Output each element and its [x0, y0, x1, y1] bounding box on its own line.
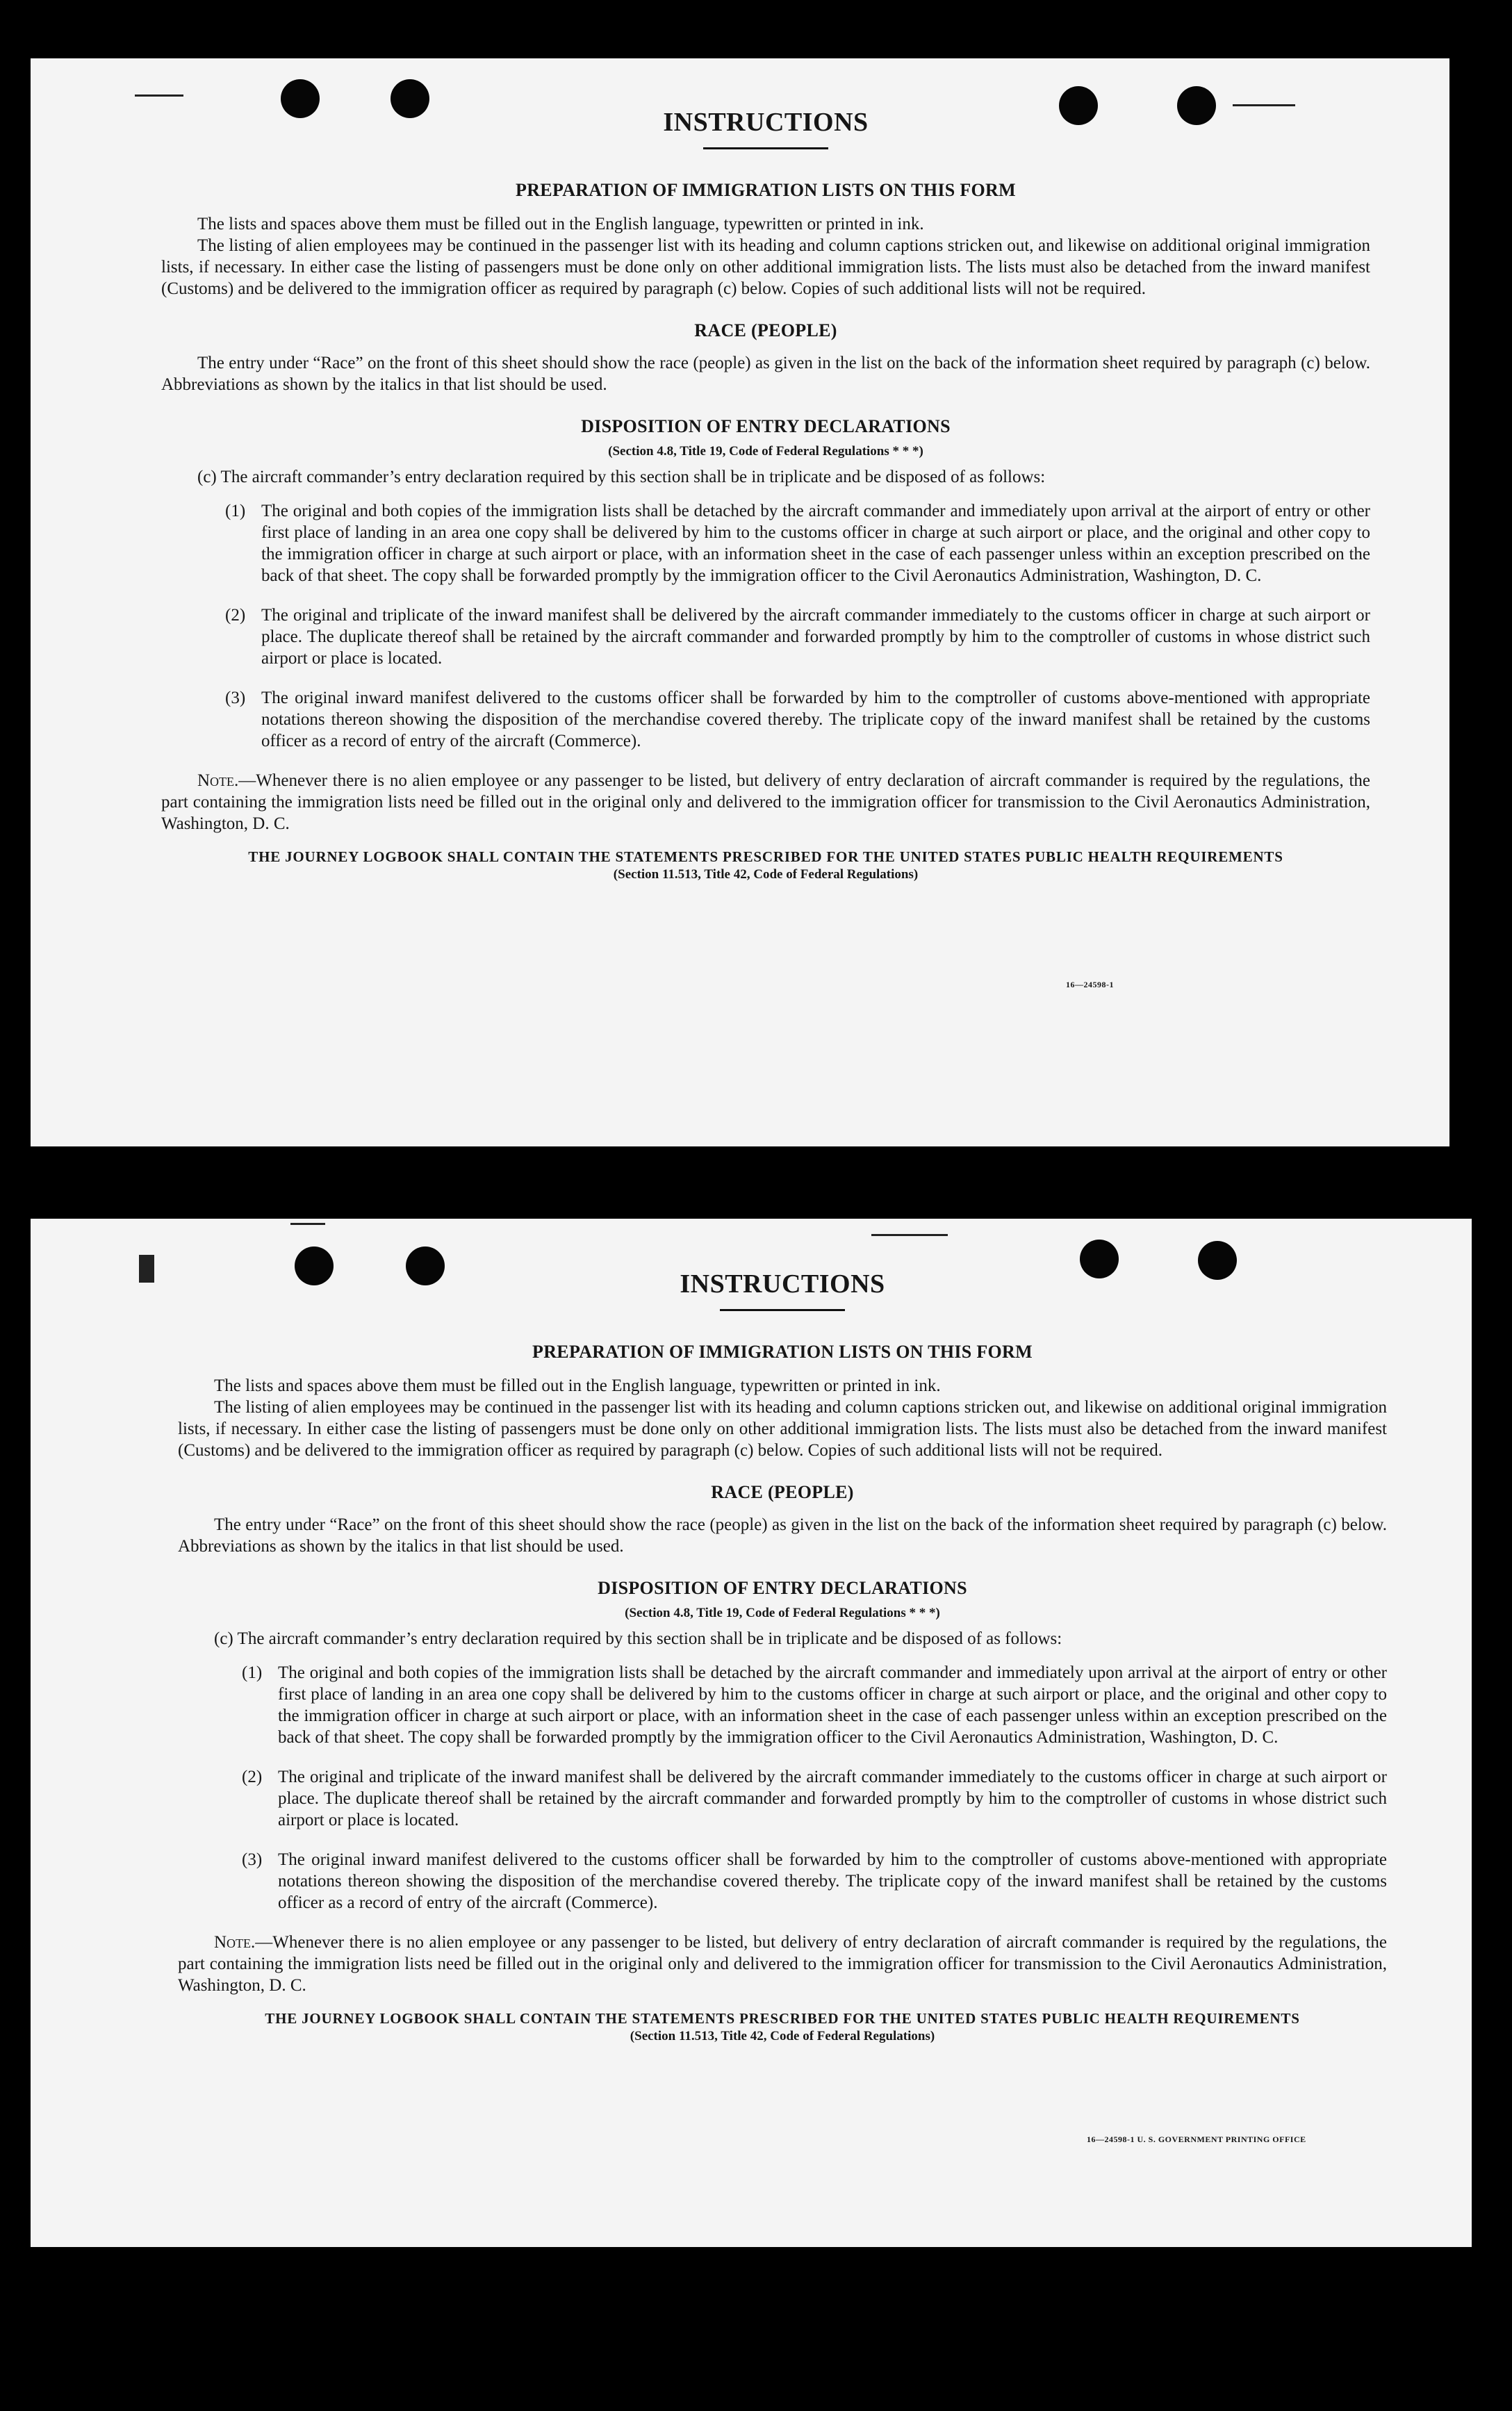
- sheet-body: [161, 107, 1370, 882]
- scan-mark: [135, 94, 183, 97]
- section-heading: RACE (PEOPLE): [694, 320, 837, 340]
- item-number: (3): [242, 1850, 263, 1869]
- paragraph: The lists and spaces above them must be filled out in the English language, typewritten or printed in ink.: [214, 1376, 941, 1395]
- list-item: [161, 687, 1370, 752]
- list-item: [178, 1662, 1387, 1748]
- item-text: The original and triplicate of the inward manifest shall be delivered by the aircraft commander immediately to the customs officer in charge at such airport or place. The duplicate thereof shall be retained by the aircraft commander and forwarded promptly by him to the comptroller of customs in whose district such airport or place is located.: [261, 606, 1370, 668]
- note-text: —Whenever there is no alien employee or any passenger to be listed, but delivery of entry declaration of aircraft commander is required by the regulations, the part containing the immigration lists need be filled out in the original only and delivered to the immigration officer for transmission to the Civil Aeronautics Administration, Washington, D. C.: [178, 1933, 1387, 1995]
- note: [178, 1932, 1387, 1996]
- item-text: The original and both copies of the immigration lists shall be detached by the aircraft commander and immediately upon arrival at the airport of entry or other first place of landing in an area one copy shall be delivered by him to the customs officer in charge at such airport or place, and the original and other copy to the immigration officer in charge at such airport or place, with an information sheet in the case of each passenger unless within an exception prescribed on the back of that sheet. The copy shall be forwarded promptly by the immigration officer to the Civil Aeronautics Administration, Washington, D. C.: [278, 1663, 1387, 1747]
- note-label: Note.: [197, 771, 239, 790]
- list-item: [161, 604, 1370, 669]
- paragraph: The entry under “Race” on the front of this sheet should show the race (people) as given in the list on the back of the information sheet required by paragraph (c) below. Abbreviations as shown by the italics in that list should be used.: [161, 354, 1370, 394]
- footer-statement: THE JOURNEY LOGBOOK SHALL CONTAIN THE STATEMENTS PRESCRIBED FOR THE UNITED STATES PUBLIC HEALTH REQUIREMENTS: [265, 2010, 1300, 2027]
- paragraph: The listing of alien employees may be continued in the passenger list with its heading and column captions stricken out, and likewise on additional original immigration lists, if necessary. In either case the listing of passengers must be done only on other additional immigration lists. The lists must also be detached from the inward manifest (Customs) and be delivered to the immigration officer as required by paragraph (c) below. Copies of such additional lists will not be required.: [178, 1398, 1387, 1460]
- scan-mark: [871, 1234, 948, 1236]
- item-text: The original and both copies of the immigration lists shall be detached by the aircraft commander and immediately upon arrival at the airport of entry or other first place of landing in an area one copy shall be delivered by him to the customs officer in charge at such airport or place, and the original and other copy to the immigration officer in charge at such airport or place, with an information sheet in the case of each passenger unless within an exception prescribed on the back of that sheet. The copy shall be forwarded promptly by the immigration officer to the Civil Aeronautics Administration, Washington, D. C.: [261, 502, 1370, 585]
- sheet-body: [178, 1269, 1387, 2044]
- paragraph: (c) The aircraft commander’s entry declaration required by this section shall be in triplicate and be disposed of as follows:: [214, 1629, 1062, 1648]
- footer-citation: (Section 11.513, Title 42, Code of Federal Regulations): [630, 2029, 935, 2043]
- item-number: (3): [225, 689, 246, 707]
- section-heading: RACE (PEOPLE): [711, 1482, 854, 1502]
- note-text: —Whenever there is no alien employee or any passenger to be listed, but delivery of entry declaration of aircraft commander is required by the regulations, the part containing the immigration lists need be filled out in the original only and delivered to the immigration officer for transmission to the Civil Aeronautics Administration, Washington, D. C.: [161, 771, 1370, 833]
- list-item: [178, 1766, 1387, 1831]
- item-number: (2): [225, 606, 246, 625]
- citation: (Section 4.8, Title 19, Code of Federal Regulations * * *): [625, 1606, 940, 1620]
- title-underline: [720, 1309, 845, 1311]
- citation: (Section 4.8, Title 19, Code of Federal Regulations * * *): [608, 444, 923, 459]
- form-number: 16—24598-1 U. S. GOVERNMENT PRINTING OFFICE: [1087, 2134, 1306, 2144]
- scan-mark: [139, 1255, 154, 1283]
- item-text: The original and triplicate of the inward manifest shall be delivered by the aircraft commander immediately to the customs officer in charge at such airport or place. The duplicate thereof shall be retained by the aircraft commander and forwarded promptly by him to the comptroller of customs in whose district such airport or place is located.: [278, 1768, 1387, 1829]
- paragraph: The entry under “Race” on the front of this sheet should show the race (people) as given in the list on the back of the information sheet required by paragraph (c) below. Abbreviations as shown by the italics in that list should be used.: [178, 1515, 1387, 1556]
- page-title: INSTRUCTIONS: [663, 108, 869, 137]
- paragraph: The lists and spaces above them must be filled out in the English language, typewritten or printed in ink.: [197, 215, 924, 233]
- scan-mark: [1233, 104, 1295, 106]
- form-number: 16—24598-1: [1066, 980, 1114, 989]
- list-item: [161, 500, 1370, 586]
- footer-citation: (Section 11.513, Title 42, Code of Federal Regulations): [613, 867, 919, 882]
- paragraph: (c) The aircraft commander’s entry declaration required by this section shall be in triplicate and be disposed of as follows:: [197, 468, 1046, 486]
- list-item: [178, 1849, 1387, 1914]
- item-number: (1): [225, 502, 246, 520]
- item-number: (2): [242, 1768, 263, 1786]
- item-text: The original inward manifest delivered to the customs officer shall be forwarded by him to the comptroller of customs above-mentioned with appropriate notations thereon showing the disposition of the merchandise covered thereby. The triplicate copy of the inward manifest shall be retained by the customs officer as a record of entry of the aircraft (Commerce).: [278, 1850, 1387, 1912]
- instruction-sheet-1: [31, 58, 1449, 1146]
- section-heading: DISPOSITION OF ENTRY DECLARATIONS: [598, 1578, 967, 1598]
- item-text: The original inward manifest delivered to the customs officer shall be forwarded by him to the comptroller of customs above-mentioned with appropriate notations thereon showing the disposition of the merchandise covered thereby. The triplicate copy of the inward manifest shall be retained by the customs officer as a record of entry of the aircraft (Commerce).: [261, 689, 1370, 750]
- section-heading: PREPARATION OF IMMIGRATION LISTS ON THIS FORM: [532, 1342, 1033, 1362]
- title-underline: [703, 147, 828, 149]
- scan-mark: [290, 1223, 325, 1225]
- note-label: Note.: [214, 1933, 256, 1952]
- section-heading: DISPOSITION OF ENTRY DECLARATIONS: [581, 416, 951, 436]
- footer-statement: THE JOURNEY LOGBOOK SHALL CONTAIN THE STATEMENTS PRESCRIBED FOR THE UNITED STATES PUBLIC HEALTH REQUIREMENTS: [248, 848, 1283, 865]
- paragraph: The listing of alien employees may be continued in the passenger list with its heading and column captions stricken out, and likewise on additional original immigration lists, if necessary. In either case the listing of passengers must be done only on other additional immigration lists. The lists must also be detached from the inward manifest (Customs) and be delivered to the immigration officer as required by paragraph (c) below. Copies of such additional lists will not be required.: [161, 236, 1370, 298]
- instruction-sheet-2: [31, 1219, 1472, 2247]
- item-number: (1): [242, 1663, 263, 1682]
- section-heading: PREPARATION OF IMMIGRATION LISTS ON THIS FORM: [516, 180, 1016, 200]
- note: [161, 770, 1370, 834]
- page-title: INSTRUCTIONS: [680, 1269, 885, 1299]
